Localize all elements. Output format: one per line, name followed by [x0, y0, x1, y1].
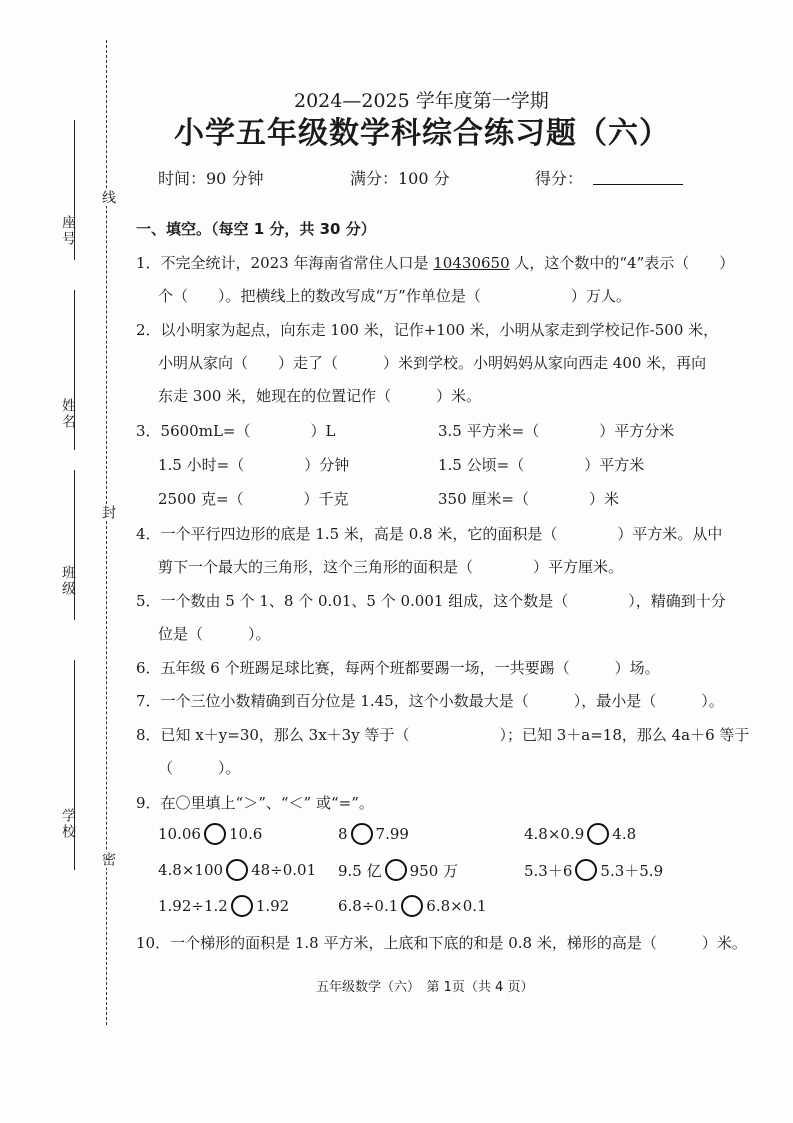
question-3-item-3: 1.5 小时=（ ）分钟	[158, 456, 350, 474]
comparison-item	[158, 895, 289, 917]
answer-circle-icon[interactable]	[204, 823, 226, 845]
full-score: 满分：100 分	[350, 169, 450, 188]
comparison-left: 6.8÷0.1	[338, 897, 399, 915]
comparison-item	[338, 823, 409, 845]
comparison-left: 5.3＋6	[524, 861, 573, 880]
name-label: 姓名	[60, 398, 76, 430]
question-1-line-1	[136, 252, 734, 273]
seal-char-seal: 封	[100, 505, 116, 521]
question-6: 6．五年级 6 个班踢足球比赛，每两个班都要踢一场，一共要踢（ ）场。	[136, 659, 660, 677]
comparison-left: 1.92÷1.2	[158, 897, 228, 915]
question-4-line-1: 4．一个平行四边形的底是 1.5 米，高是 0.8 米，它的面积是（ ）平方米。从中	[136, 525, 723, 543]
page-title: 小学五年级数学科综合练习题（六）	[174, 116, 670, 151]
question-7: 7．一个三位小数精确到百分位是 1.45，这个小数最大是（ ），最小是（ ）。	[136, 692, 724, 710]
answer-circle-icon[interactable]	[231, 895, 253, 917]
question-1-text-b: 人，这个数中的“4”表示（ ）	[509, 254, 735, 272]
question-1-line-2: 个（ ）。把横线上的数改写成“万”作单位是（ ）万人。	[158, 287, 631, 305]
answer-circle-icon[interactable]	[575, 859, 597, 881]
school-label: 学校	[60, 808, 76, 840]
question-2-line-3: 东走 300 米，她现在的位置记作（ ）米。	[158, 387, 482, 405]
section-heading: 一、填空。（每空 1 分，共 30 分）	[136, 220, 376, 238]
answer-circle-icon[interactable]	[587, 823, 609, 845]
comparison-left: 10.06	[158, 825, 201, 843]
binding-dashed-line	[106, 40, 107, 1025]
question-5-line-2: 位是（ ）。	[158, 625, 271, 643]
comparison-item	[338, 859, 458, 881]
question-3-item-6: 350 厘米=（ ）米	[438, 490, 619, 508]
comparison-right: 7.99	[375, 825, 409, 843]
question-8-line-2: （ ）。	[158, 759, 241, 777]
page-footer: 五年级数学（六） 第 1页（共 4 页）	[316, 980, 534, 995]
comparison-item	[338, 895, 487, 917]
question-5-line-1: 5．一个数由 5 个 1、8 个 0.01、5 个 0.001 组成，这个数是（ ），精确到十分	[136, 592, 726, 610]
seal-char-secret: 密	[100, 852, 116, 868]
comparison-right: 950 万	[409, 861, 459, 880]
comparison-right: 48÷0.01	[251, 861, 317, 879]
question-4-line-2: 剪下一个最大的三角形，这个三角形的面积是（ ）平方厘米。	[158, 558, 624, 576]
comparison-left: 4.8×100	[158, 861, 224, 879]
seat-number-label: 座号	[60, 215, 76, 247]
answer-circle-icon[interactable]	[401, 895, 423, 917]
question-3-item-5: 2500 克=（ ）千克	[158, 490, 349, 508]
question-3-item-1: 3．5600mL=（ ）L	[136, 422, 336, 440]
question-2-line-1: 2．以小明家为起点，向东走 100 米，记作+100 米，小明从家走到学校记作-500 米，	[136, 321, 719, 339]
comparison-item	[158, 823, 262, 845]
comparison-left: 4.8×0.9	[524, 825, 585, 843]
comparison-item	[524, 859, 663, 881]
score-label: 得分：	[535, 169, 584, 188]
class-label: 班级	[60, 565, 76, 597]
question-10: 10．一个梯形的面积是 1.8 平方米，上底和下底的和是 0.8 米，梯形的高是（ ）米。	[136, 934, 747, 952]
question-2-line-2: 小明从家向（ ）走了（ ）米到学校。小明妈妈从家向西走 400 米，再向	[158, 354, 707, 372]
comparison-item	[158, 859, 316, 881]
question-3-item-2: 3.5 平方米=（ ）平方分米	[438, 422, 675, 440]
term-heading: 2024—2025 学年度第一学期	[294, 90, 549, 112]
comparison-item	[524, 823, 636, 845]
question-1-text-a: 1．不完全统计，2023 年海南省常住人口是	[136, 254, 434, 272]
comparison-right: 1.92	[255, 897, 290, 915]
question-9-heading: 9．在〇里填上“＞”、“＜” 或“=”。	[136, 794, 374, 812]
comparison-right: 6.8×0.1	[426, 897, 487, 915]
class-blank-line	[74, 470, 75, 620]
question-8-line-1: 8．已知 x＋y=30，那么 3x＋3y 等于（ ）；已知 3＋a=18，那么 4a＋6 等于	[136, 726, 750, 744]
score-blank-line	[593, 184, 683, 185]
question-3-item-4: 1.5 公顷=（ ）平方米	[438, 456, 645, 474]
comparison-left: 8	[338, 825, 348, 843]
answer-circle-icon[interactable]	[385, 859, 407, 881]
answer-circle-icon[interactable]	[226, 859, 248, 881]
answer-circle-icon[interactable]	[351, 823, 373, 845]
seal-char-line: 线	[100, 190, 116, 206]
comparison-right: 5.3＋5.9	[600, 861, 664, 880]
comparison-left: 9.5 亿	[338, 861, 382, 880]
population-number: 10430650	[433, 254, 510, 272]
exam-time: 时间：90 分钟	[158, 169, 264, 188]
comparison-right: 4.8	[612, 825, 637, 843]
comparison-right: 10.6	[228, 825, 263, 843]
